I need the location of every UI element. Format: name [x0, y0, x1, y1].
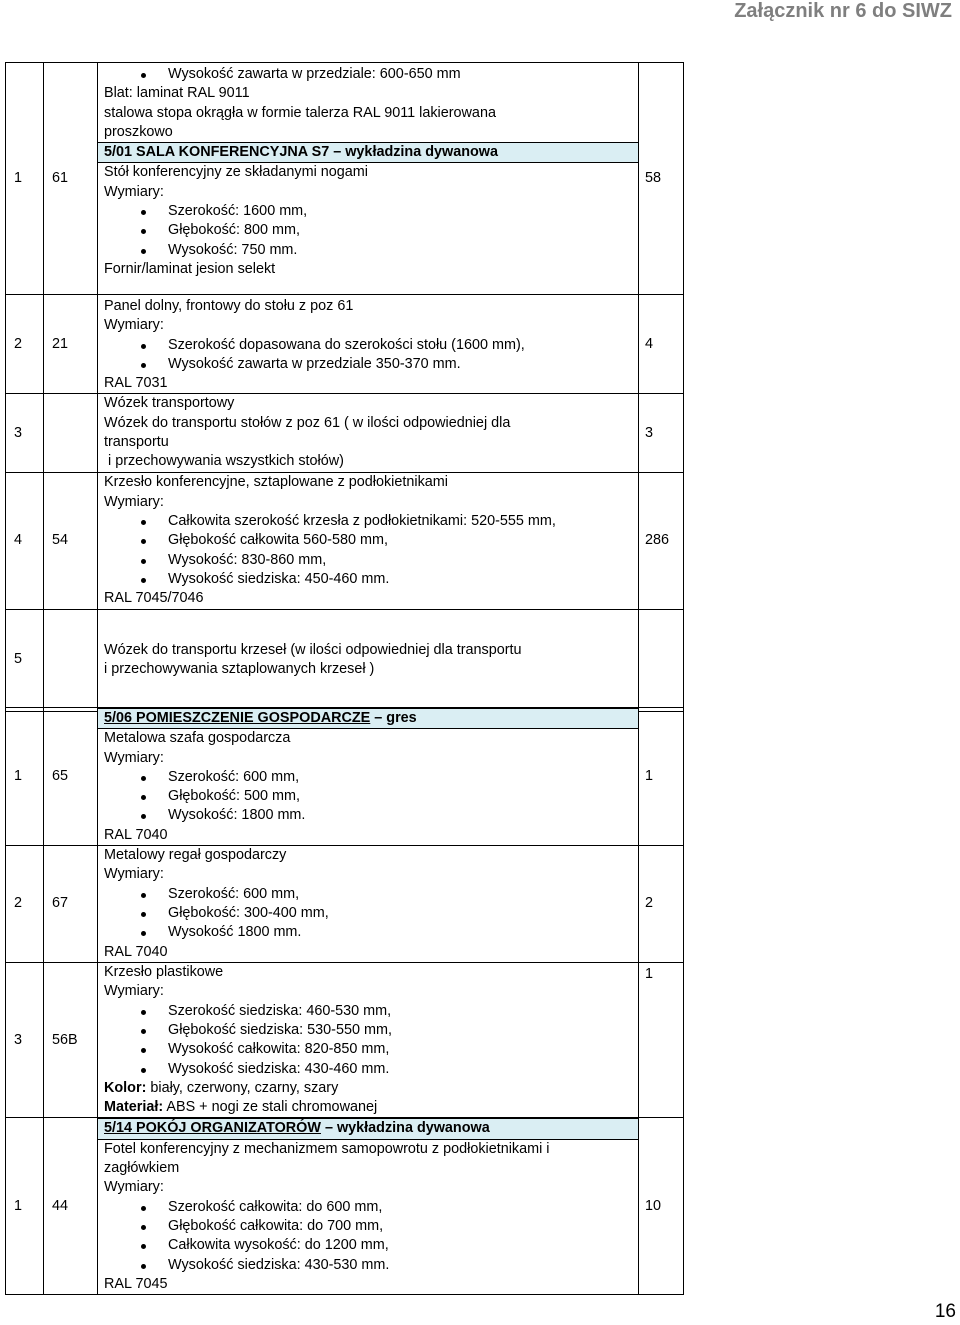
text-line: i przechowywania wszystkich stołów) — [104, 453, 344, 470]
table-row — [6, 609, 684, 711]
table-row — [6, 63, 684, 295]
poz-cell — [44, 609, 98, 711]
list-item: Szerokość: 600 mm, — [104, 885, 638, 904]
lp-cell: 1 — [6, 63, 44, 295]
list-item: Wysokość: 750 mm. — [104, 241, 638, 260]
list-item: Wysokość zawarta w przedziale 350-370 mm. — [104, 355, 638, 374]
qty-cell: 1 — [639, 963, 684, 1118]
list-item: Wysokość siedziska: 430-460 mm. — [104, 1060, 638, 1079]
material-label: Materiał: — [104, 1099, 164, 1116]
text-line: proszkowo — [104, 123, 173, 140]
list-item: Całkowita wysokość: do 1200 mm, — [104, 1236, 638, 1255]
poz-cell: 44 — [44, 1118, 98, 1295]
description-cell — [98, 846, 639, 963]
lp-cell: 3 — [6, 963, 44, 1118]
list-item: Głębokość: 800 mm, — [104, 221, 638, 240]
section-title: 5/14 POKÓJ ORGANIZATORÓW — [104, 1120, 321, 1137]
color-line — [104, 1079, 638, 1098]
table-row — [6, 963, 684, 1118]
page-number: 16 — [934, 1301, 956, 1322]
poz-cell: 65 — [44, 708, 98, 846]
description-cell — [98, 609, 639, 711]
text-line: Wymiary: — [104, 183, 164, 200]
text-line: RAL 7045/7046 — [104, 590, 204, 607]
list-item: Wysokość 1800 mm. — [104, 923, 638, 942]
section-heading — [98, 1118, 638, 1139]
list-item: Wysokość: 830-860 mm, — [104, 551, 638, 570]
text-line: transportu — [104, 434, 169, 451]
material-value: ABS + nogi ze stali chromowanej — [163, 1099, 378, 1116]
table-row — [6, 394, 684, 473]
poz-cell: 61 — [44, 63, 98, 295]
list-item: Wysokość: 1800 mm. — [104, 806, 638, 825]
text-line: Wymiary: — [104, 317, 164, 334]
list-item: Szerokość siedziska: 460-530 mm, — [104, 1002, 638, 1021]
list-item: Głębokość całkowita: do 700 mm, — [104, 1217, 638, 1236]
section-heading: 5/01 SALA KONFERENCYJNA S7 – wykładzina dywanowa — [98, 142, 638, 163]
text-line: Wózek do transportu krzeseł (w ilości odpowiedniej dla transportu — [104, 641, 522, 658]
description-cell — [98, 63, 639, 295]
table-row — [6, 846, 684, 963]
section-heading — [98, 708, 638, 729]
qty-cell — [639, 609, 684, 711]
description-cell — [98, 473, 639, 609]
qty-cell: 1 — [639, 708, 684, 846]
text-line: RAL 7031 — [104, 375, 168, 392]
lp-cell: 1 — [6, 708, 44, 846]
list-item: Szerokość dopasowana do szerokości stołu (1600 mm), — [104, 336, 638, 355]
text-line: Metalowa szafa gospodarcza — [104, 730, 291, 747]
material-line — [104, 1098, 638, 1117]
lp-cell: 2 — [6, 846, 44, 963]
section-title: 5/06 POMIESZCZENIE GOSPODARCZE — [104, 710, 371, 726]
qty-cell: 10 — [639, 1118, 684, 1295]
lp-cell: 5 — [6, 609, 44, 711]
description-cell — [98, 708, 639, 846]
poz-cell: 54 — [44, 473, 98, 609]
qty-cell: 4 — [639, 295, 684, 394]
text-line: Wymiary: — [104, 493, 164, 510]
color-value: biały, czerwony, czarny, szary — [146, 1079, 339, 1096]
poz-cell — [44, 394, 98, 473]
qty-cell: 2 — [639, 846, 684, 963]
qty-cell: 3 — [639, 394, 684, 473]
document-header: Załącznik nr 6 do SIWZ — [734, 0, 952, 22]
qty-cell: 58 — [639, 63, 684, 295]
text-line: stalowa stopa okrągła w formie talerza RAL 9011 lakierowana — [104, 104, 496, 121]
list-item: Głębokość: 300-400 mm, — [104, 904, 638, 923]
list-item: Szerokość: 1600 mm, — [104, 202, 638, 221]
lp-cell: 3 — [6, 394, 44, 473]
list-item: Głębokość całkowita 560-580 mm, — [104, 531, 638, 550]
list-item: Całkowita szerokość krzesła z podłokietnikami: 520-555 mm, — [104, 512, 638, 531]
text-line: RAL 7045 — [104, 1275, 168, 1292]
text-line: RAL 7040 — [104, 943, 168, 960]
list-item: Wysokość siedziska: 430-530 mm. — [104, 1256, 638, 1275]
table-row — [6, 473, 684, 609]
list-item: Wysokość zawarta w przedziale: 600-650 mm — [104, 65, 638, 84]
color-label: Kolor: — [104, 1079, 147, 1096]
section-suffix: – wykładzina dywanowa — [320, 1120, 490, 1137]
text-line: Wymiary: — [104, 866, 164, 883]
text-line: Blat: laminat RAL 9011 — [104, 85, 250, 102]
spec-table-1 — [5, 62, 684, 712]
text-line: Krzesło konferencyjne, sztaplowane z podłokietnikami — [104, 474, 448, 491]
description-cell — [98, 394, 639, 473]
lp-cell: 1 — [6, 1118, 44, 1295]
text-line: Fornir/laminat jesion selekt — [104, 260, 276, 277]
description-cell — [98, 295, 639, 394]
text-line: Wymiary: — [104, 749, 164, 766]
text-line: Panel dolny, frontowy do stołu z poz 61 — [104, 298, 354, 314]
text-line: Wózek do transportu stołów z poz 61 ( w ilości odpowiedniej dla — [104, 414, 511, 431]
qty-cell: 286 — [639, 473, 684, 609]
text-line: Wymiary: — [104, 1179, 164, 1196]
description-cell — [98, 1118, 639, 1295]
table-row — [6, 1118, 684, 1295]
text-line: Fotel konferencyjny z mechanizmem samopowrotu z podłokietnikami i — [104, 1140, 550, 1157]
text-line: Metalowy regał gospodarczy — [104, 847, 287, 864]
text-line: RAL 7040 — [104, 826, 168, 843]
list-item: Wysokość całkowita: 820-850 mm, — [104, 1040, 638, 1059]
poz-cell: 21 — [44, 295, 98, 394]
list-item: Wysokość siedziska: 450-460 mm. — [104, 570, 638, 589]
lp-cell: 2 — [6, 295, 44, 394]
poz-cell: 67 — [44, 846, 98, 963]
description-cell — [98, 963, 639, 1118]
spec-table-2 — [5, 707, 684, 1295]
text-line: zagłówkiem — [104, 1160, 180, 1177]
list-item: Szerokość całkowita: do 600 mm, — [104, 1198, 638, 1217]
list-item: Głębokość: 500 mm, — [104, 787, 638, 806]
text-line: Wymiary: — [104, 983, 164, 1000]
text-line: Wózek transportowy — [104, 395, 235, 412]
text-line: Stół konferencyjny ze składanymi nogami — [104, 164, 368, 181]
table-row — [6, 295, 684, 394]
table-row — [6, 708, 684, 846]
text-line: Krzesło plastikowe — [104, 964, 224, 981]
text-line: i przechowywania sztaplowanych krzeseł ) — [104, 661, 375, 678]
section-suffix: – gres — [370, 710, 417, 726]
poz-cell: 56B — [44, 963, 98, 1118]
lp-cell: 4 — [6, 473, 44, 609]
list-item: Szerokość: 600 mm, — [104, 768, 638, 787]
list-item: Głębokość siedziska: 530-550 mm, — [104, 1021, 638, 1040]
